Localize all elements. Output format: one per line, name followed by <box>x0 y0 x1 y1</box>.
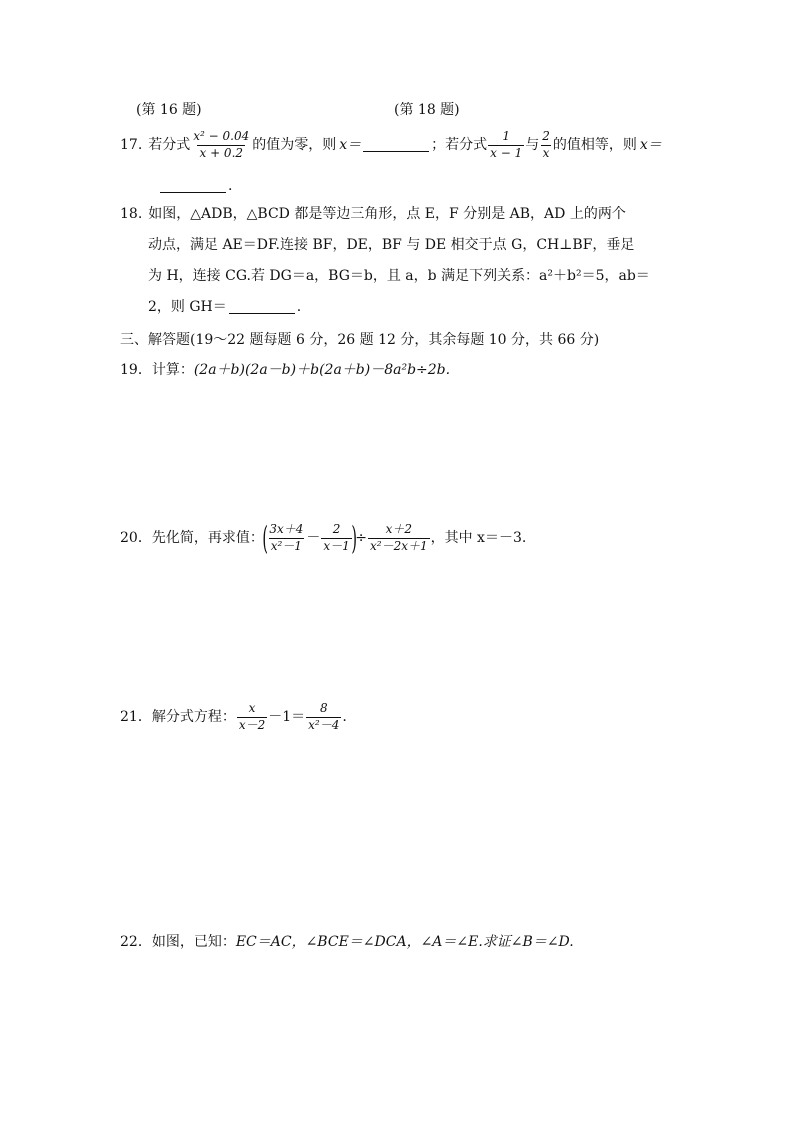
fraction-denominator: x <box>542 145 550 160</box>
q21-end: . <box>342 708 347 725</box>
fraction-numerator: 2 <box>542 129 550 143</box>
fraction-denominator: x²－4 <box>308 717 340 732</box>
fraction-numerator: 2 <box>332 521 341 536</box>
q17-text-2: 的值为零，则 <box>252 136 337 153</box>
fraction-numerator: x <box>248 701 256 715</box>
fraction-denominator: x－2 <box>238 717 266 732</box>
q17-text-4: 与 <box>525 136 540 153</box>
q18-text-4: 2，则 GH＝ <box>148 299 227 315</box>
fraction-numerator: x＋2 <box>385 521 412 536</box>
q17-end: . <box>228 178 233 194</box>
q21-fraction-1 <box>237 702 267 733</box>
q17-fraction-3 <box>540 130 552 161</box>
q17-answer-blank-1[interactable] <box>363 138 429 152</box>
question-21 <box>120 702 347 733</box>
fraction-denominator: x²－2x＋1 <box>369 538 428 553</box>
fraction-numerator: 3x＋4 <box>269 521 304 536</box>
question-18-line-2 <box>148 237 634 254</box>
q20-fraction-1 <box>267 523 305 554</box>
q20-tail: ，其中 x＝－3. <box>430 529 527 546</box>
q17-fraction-1 <box>191 130 251 161</box>
fraction-denominator: x − 1 <box>490 145 523 160</box>
fraction-denominator: x²－1 <box>270 538 302 553</box>
q20-number: 20．先化简，再求值： <box>120 529 264 546</box>
q18-text-1: 如图，△ADB，△BCD 都是等边三角形，点 E，F 分别是 AB，AD 上的两个 <box>148 206 626 222</box>
q21-number: 21．解分式方程： <box>120 708 236 725</box>
q20-fraction-3 <box>368 523 430 554</box>
q19-expression: (2a＋b)(2a－b)＋b(2a＋b)－8a²b÷2b. <box>193 362 451 378</box>
fraction-denominator: x－1 <box>323 538 350 553</box>
right-paren: ) <box>351 519 357 557</box>
fraction-numerator: x² − 0.04 <box>193 129 250 143</box>
fraction-denominator: x + 0.2 <box>199 145 244 160</box>
figure-18-caption: (第 18 题) <box>394 102 460 118</box>
q20-minus: － <box>306 529 321 546</box>
fraction-numerator: 1 <box>502 129 511 143</box>
q17-text-3: ；若分式 <box>431 136 488 153</box>
question-18-line-1 <box>120 206 626 223</box>
q22-text: EC＝AC，∠BCE＝∠DCA，∠A＝∠E.求证∠B＝∠D. <box>235 934 574 950</box>
figure-16-caption: (第 16 题) <box>136 102 202 118</box>
q21-middle: －1＝ <box>268 708 306 725</box>
q17-fraction-2 <box>488 130 524 161</box>
q18-text-3: 为 H，连接 CG.若 DG＝a，BG＝b，且 a，b 满足下列关系：a²＋b²＝5，ab＝ <box>148 268 650 284</box>
q20-divide: ÷ <box>355 529 367 546</box>
q17-answer-blank-2[interactable] <box>160 179 226 193</box>
q20-fraction-2 <box>321 523 351 554</box>
q17-number: 17. <box>120 136 143 153</box>
question-19 <box>120 362 450 379</box>
q17-line-2 <box>158 178 232 195</box>
q17-variable: x＝ <box>639 136 662 153</box>
question-18-line-3 <box>148 268 650 285</box>
question-20 <box>120 519 527 557</box>
question-22 <box>120 934 574 951</box>
q19-number: 19．计算： <box>120 362 194 378</box>
question-17 <box>120 130 662 161</box>
q18-answer-blank[interactable] <box>229 300 295 314</box>
q17-variable: x＝ <box>339 136 362 153</box>
q22-number: 22．如图，已知： <box>120 934 236 950</box>
question-18-line-4 <box>148 299 301 316</box>
q18-end: . <box>296 299 302 315</box>
q17-text-1: 若分式 <box>148 136 191 153</box>
q17-text-5: 的值相等，则 <box>552 136 637 153</box>
fraction-numerator: 8 <box>319 701 328 715</box>
q18-number: 18. <box>120 206 143 222</box>
q18-text-2: 动点，满足 AE＝DF.连接 BF，DE，BF 与 DE 相交于点 G，CH⊥BF，垂足 <box>148 237 635 253</box>
q21-fraction-2 <box>306 702 341 733</box>
left-paren: ( <box>262 519 268 557</box>
section-3-heading: 三、解答题(19～22 题每题 6 分，26 题 12 分，其余每题 10 分，共 66 分) <box>120 332 600 348</box>
